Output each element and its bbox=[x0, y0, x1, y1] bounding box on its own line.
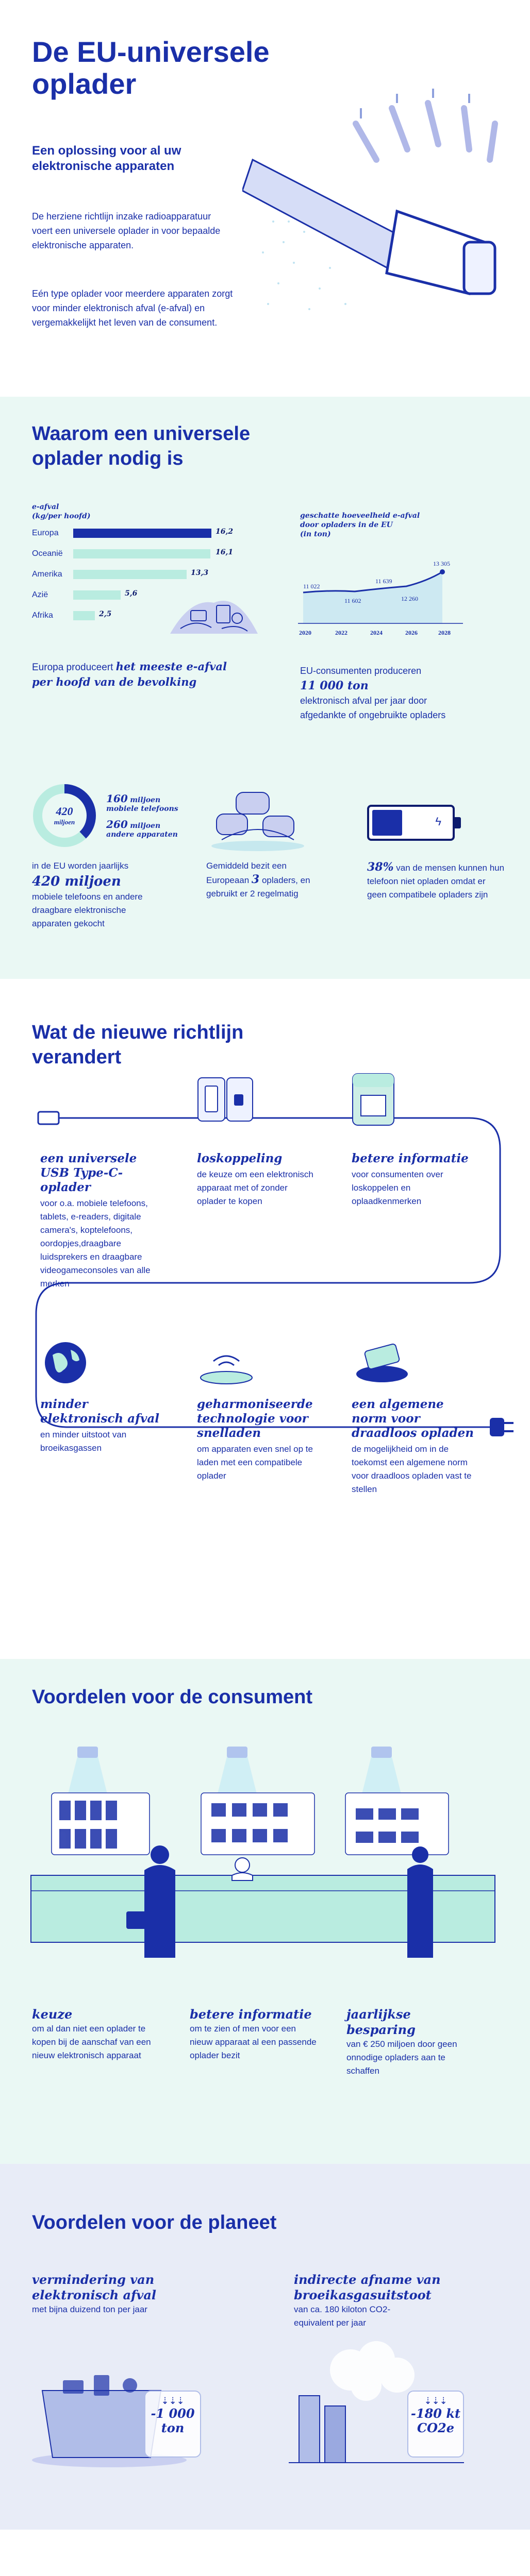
bar-label-amerika: Amerika bbox=[32, 570, 62, 579]
electronics-store-illustration bbox=[0, 1736, 530, 1963]
change-2-text: de keuze om een elektronisch apparaat met of zonder oplader te kopen bbox=[197, 1170, 313, 1206]
change-1-text: voor o.a. mobiele telefoons, tablets, e-readers, digitale camera's, koptelefoons, oordopjes,draagbare luidsprekers en draagbare videogameconsoles van alle merken bbox=[40, 1198, 151, 1289]
line-chart-title-2: door opladers in de EU bbox=[300, 521, 393, 529]
down-arrows-icon: ⇣⇣⇣ bbox=[161, 2396, 185, 2406]
bar-value-afrika: 2,5 bbox=[99, 610, 112, 618]
down-arrows-icon: ⇣⇣⇣ bbox=[424, 2396, 448, 2406]
planet-section bbox=[0, 2164, 530, 2530]
ewaste-pile-illustration bbox=[170, 582, 258, 639]
bar-afrika bbox=[73, 611, 95, 620]
ewaste-unit-line2: (kg/per hoofd) bbox=[32, 512, 91, 520]
page-subtitle: Een oplossing voor al uw elektronische apparaten bbox=[32, 144, 181, 173]
bar-label-afrika: Afrika bbox=[32, 611, 53, 620]
donut-caption-emphasis: 420 miljoen bbox=[32, 874, 121, 889]
change-1-title: een universele USB Type-C-oplader bbox=[40, 1151, 137, 1194]
planet-heading: Voordelen voor de planeet bbox=[32, 2212, 277, 2233]
bar-oceanie bbox=[73, 549, 210, 558]
consumer-2-text: om te zien of men voor een nieuw apparaat al een passende oplader bezit bbox=[190, 2024, 317, 2060]
planet-2-text: van ca. 180 kiloton CO2-equivalent per jaar bbox=[294, 2304, 391, 2328]
year-label-2020: 2020 bbox=[299, 629, 311, 636]
line-caption-post: elektronisch afval per jaar door afgedankte of ongebruikte opladers bbox=[300, 696, 446, 720]
donut-a-sub: mobiele telefoons bbox=[106, 805, 178, 813]
chargers-caption-mid: opladers, bbox=[261, 875, 298, 885]
battery-caption: van de mensen kunnen hun telefoon niet opladen omdat er geen compatibele opladers zijn bbox=[367, 863, 505, 900]
planet-2-title: indirecte afname van broeikasgasuitstoot bbox=[294, 2272, 441, 2302]
chargers-caption-number: 3 bbox=[251, 873, 260, 886]
planet-1-title: vermindering van elektronisch afval bbox=[32, 2272, 157, 2302]
line-caption-emphasis: 11 000 ton bbox=[300, 679, 369, 692]
year-label-2024: 2024 bbox=[370, 629, 383, 636]
ewaste-badge-value: -1 000 bbox=[151, 2406, 195, 2421]
change-5-title: geharmoniseerde technologie voor snelladen bbox=[197, 1397, 313, 1440]
fast-charging-icon bbox=[198, 1350, 255, 1386]
battery-bolt-icon: ϟ bbox=[435, 815, 441, 828]
product-box-icon bbox=[351, 1072, 397, 1128]
donut-b-sub: andere apparaten bbox=[106, 831, 178, 839]
line-label-4: 13 305 bbox=[433, 560, 450, 567]
changes-section bbox=[0, 979, 530, 1690]
consumer-3-text: van € 250 miljoen door geen onnodige opladers aan te schaffen bbox=[346, 2039, 457, 2076]
donut-center-word: miljoen bbox=[54, 818, 75, 826]
wireless-charger-icon bbox=[354, 1342, 410, 1386]
emissions-badge-unit: CO2e bbox=[417, 2420, 454, 2435]
bar-value-oceanie: 16,1 bbox=[216, 548, 234, 556]
footer bbox=[0, 2530, 530, 2576]
line-label-0: 11 022 bbox=[303, 583, 320, 590]
change-5-text: om apparaten even snel op te laden met een compatibele oplader bbox=[197, 1444, 313, 1481]
consumer-section bbox=[0, 1659, 530, 2164]
line-label-3: 12 260 bbox=[401, 595, 418, 602]
phone-and-charger-icon bbox=[197, 1077, 254, 1123]
tangled-chargers-illustration bbox=[206, 788, 309, 855]
line-chart-title-1: geschatte hoeveelheid e-afval bbox=[300, 512, 420, 520]
bar-value-azie: 5,6 bbox=[125, 589, 138, 598]
change-4-text: en minder uitstoot van broeikasgassen bbox=[40, 1430, 127, 1453]
devices-donut-chart bbox=[31, 782, 98, 849]
consumer-1-text: om al dan niet een oplader te kopen bij de aanschaf van een nieuw elektronisch apparaat bbox=[32, 2024, 151, 2060]
ewaste-caption-pre: Europa produceert bbox=[32, 662, 113, 673]
change-3-text: voor consumenten over loskoppelen en oplaadkenmerken bbox=[352, 1170, 443, 1206]
chargers-waste-line-chart bbox=[298, 551, 468, 644]
ewaste-reduction-badge bbox=[144, 2391, 201, 2458]
ewaste-unit-line1: e-afval bbox=[32, 503, 59, 511]
bar-value-europa: 16,2 bbox=[216, 528, 234, 536]
donut-a-word: miljoen bbox=[130, 796, 161, 804]
year-label-2022: 2022 bbox=[335, 629, 347, 636]
battery-icon bbox=[367, 805, 455, 841]
battery-percentage: 38% bbox=[367, 860, 394, 874]
line-label-1: 11 602 bbox=[344, 597, 361, 604]
battery-terminal bbox=[455, 817, 461, 828]
consumer-1-title: keuze bbox=[32, 2007, 73, 2022]
donut-a-number: 160 bbox=[106, 792, 128, 805]
consumer-2-title: betere informatie bbox=[190, 2007, 312, 2022]
ewaste-badge-unit: ton bbox=[161, 2420, 185, 2435]
change-3-title: betere informatie bbox=[352, 1151, 469, 1165]
intro-paragraph-2: Eén type oplader voor meerdere apparaten zorgt voor minder elektronisch afval (e-afval) en vergemakkelijkt het leven van de consument. bbox=[32, 289, 233, 328]
page-title: De EU-universele oplader bbox=[32, 36, 270, 100]
bar-label-oceanie: Oceanië bbox=[32, 549, 63, 558]
donut-caption-post: mobiele telefoons en andere draagbare elektronische apparaten gekocht bbox=[32, 892, 143, 928]
line-label-2: 11 639 bbox=[375, 578, 392, 585]
chargers-caption-pre: Gemiddeld bezit een Europeaan bbox=[206, 861, 287, 885]
emissions-reduction-badge bbox=[407, 2391, 464, 2458]
emissions-badge-value: -180 kt bbox=[410, 2406, 461, 2421]
donut-b-number: 260 bbox=[106, 818, 128, 831]
donut-b-word: miljoen bbox=[130, 822, 161, 830]
line-caption-pre: EU-consumenten produceren bbox=[300, 666, 422, 676]
change-6-text: de mogelijkheid om in de toekomst een algemene norm voor draadloos opladen vast te stellen bbox=[352, 1444, 472, 1494]
donut-center-number: 420 bbox=[56, 805, 73, 818]
bar-value-amerika: 13,3 bbox=[191, 569, 209, 577]
change-2-title: loskoppeling bbox=[197, 1151, 283, 1165]
why-heading: Waarom een universele oplader nodig is bbox=[32, 423, 251, 469]
bar-europa bbox=[73, 529, 211, 538]
hero-section bbox=[0, 0, 530, 412]
consumer-heading: Voordelen voor de consument bbox=[32, 1686, 313, 1708]
globe-icon bbox=[42, 1340, 89, 1386]
bar-azie bbox=[73, 590, 121, 600]
bar-amerika bbox=[73, 570, 187, 579]
line-chart-title-3: (in ton) bbox=[300, 530, 331, 538]
bar-label-europa: Europa bbox=[32, 529, 59, 537]
why-section bbox=[0, 397, 530, 979]
usb-c-cable-illustration bbox=[242, 88, 510, 330]
battery-fill bbox=[372, 810, 402, 836]
changes-heading: Wat de nieuwe richtlijn verandert bbox=[32, 1022, 244, 1068]
donut-caption-pre: in de EU worden jaarlijks bbox=[32, 861, 129, 871]
year-label-2026: 2026 bbox=[405, 629, 418, 636]
chargers-caption-post: en gebruikt er 2 regelmatig bbox=[206, 875, 310, 899]
bar-label-azie: Azië bbox=[32, 590, 48, 599]
year-label-2028: 2028 bbox=[438, 629, 451, 636]
intro-paragraph-1: De herziene richtlijn inzake radioapparatuur voert een universele oplader in voor bepaalde elektronische apparaten. bbox=[32, 211, 221, 250]
consumer-3-title: jaarlijkse besparing bbox=[346, 2007, 416, 2037]
ewaste-caption-emphasis: het meeste e-afval per hoofd van de bevolking bbox=[32, 660, 227, 688]
planet-1-text: met bijna duizend ton per jaar bbox=[32, 2304, 147, 2314]
change-6-title: een algemene norm voor draadloos opladen bbox=[352, 1397, 474, 1440]
change-4-title: minder elektronisch afval bbox=[40, 1397, 159, 1426]
